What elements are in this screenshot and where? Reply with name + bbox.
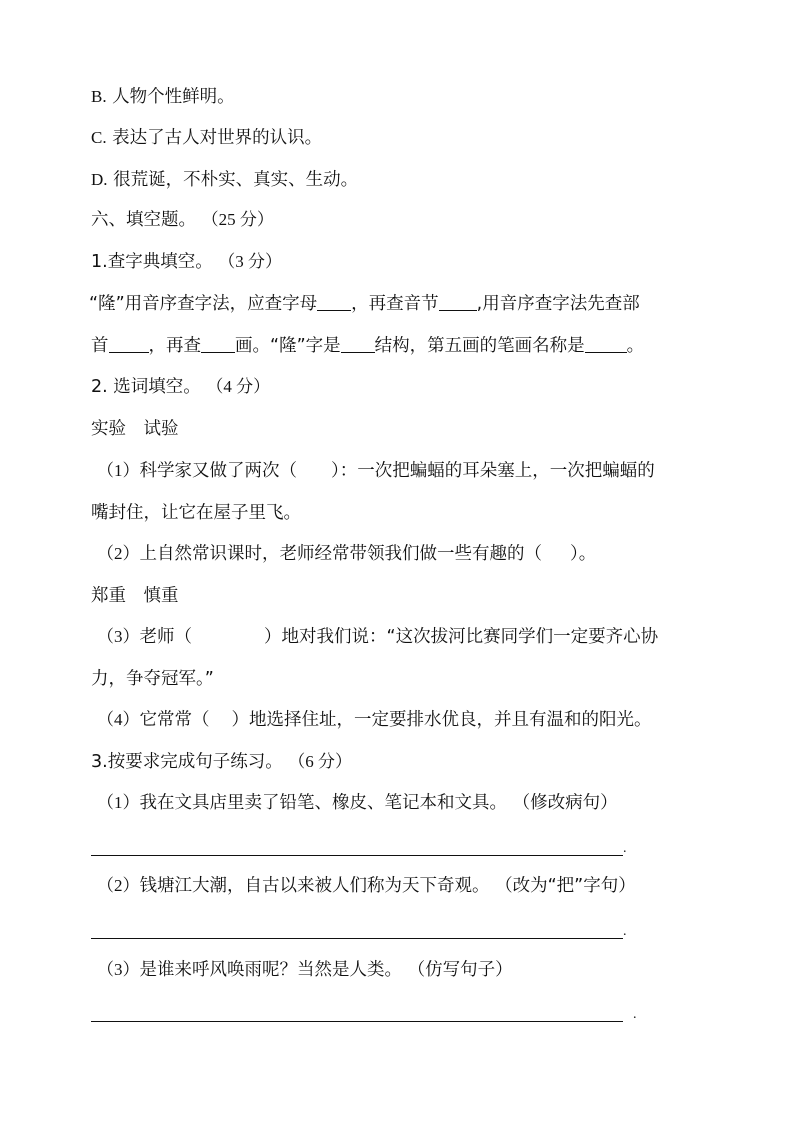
q1-text-8: 。	[626, 336, 645, 356]
q1-title: 1.查字典填空。	[91, 252, 213, 272]
q1-text-5: ，再查	[148, 336, 201, 356]
q2-item-1-before: 科学家又做了两次（	[139, 461, 297, 481]
q2-word-group-1: 实验 试验	[91, 419, 179, 439]
q2-item-3-cont: 力，争夺冠军。”	[91, 669, 214, 689]
q2-item-3-after: ）地对我们说：“这次拔河比赛同学们一定要齐心协	[264, 627, 659, 647]
option-c-prefix: C.	[91, 128, 107, 147]
answer-end-mark-2: .	[623, 924, 627, 939]
answer-end-mark-3: .	[633, 1007, 637, 1022]
q1-score: （3 分）	[218, 252, 283, 271]
q1-heading	[91, 248, 282, 276]
q3-item-1-text: 我在文具店里卖了铅笔、橡皮、笔记本和文具。	[139, 793, 507, 813]
q2-word-group-2: 郑重 慎重	[91, 586, 179, 606]
q2-item-2-after: ）。	[570, 544, 597, 564]
option-b-text: 人物个性鲜明。	[112, 87, 235, 107]
q1-text-4: 首	[91, 336, 109, 356]
q2-title: 2. 选词填空。	[91, 377, 201, 397]
q3-item-3-hint: （仿写句子）	[407, 960, 513, 980]
option-c-text: 表达了古人对世界的认识。	[112, 128, 323, 148]
q3-item-1-num: （1）	[97, 793, 140, 812]
q3-item-3	[97, 956, 513, 984]
answer-end-mark-1: .	[623, 841, 627, 856]
q2-item-2-num: （2）	[97, 544, 140, 563]
q3-item-1-hint: （修改病句）	[512, 793, 618, 813]
q3-item-2-text: 钱塘江大潮，自古以来被人们称为天下奇观。	[139, 876, 490, 896]
q2-item-3-num: （3）	[97, 627, 140, 646]
option-b-prefix: B.	[91, 87, 107, 106]
q1-text-6: 画。“隆”字是	[235, 336, 341, 356]
q1-line2	[91, 332, 644, 360]
q3-title: 3.按要求完成句子练习。	[91, 752, 283, 772]
q3-item-3-text: 是谁来呼风唤雨呢？当然是人类。	[139, 960, 402, 980]
q2-score: （4 分）	[206, 377, 271, 396]
q3-item-3-num: （3）	[97, 960, 140, 979]
q1-line1	[89, 290, 640, 318]
answer-line-3[interactable]	[91, 1021, 623, 1022]
blank-radical[interactable]	[109, 334, 149, 353]
q2-item-1-num: （1）	[97, 461, 140, 480]
section-heading	[91, 206, 274, 234]
option-d	[91, 166, 358, 194]
q2-item-4	[97, 706, 652, 734]
blank-syllable[interactable]	[439, 292, 477, 311]
q1-text-1: “隆”用音序查字法，应查字母	[89, 294, 318, 314]
blank-letter[interactable]	[317, 292, 351, 311]
option-b	[91, 83, 235, 111]
q1-text-3: ,用音序查字法先查部	[476, 294, 640, 314]
q2-item-4-num: （4）	[97, 710, 140, 729]
q3-item-2	[97, 872, 636, 900]
q2-item-2	[97, 540, 596, 568]
answer-line-2[interactable]	[91, 938, 623, 939]
q1-text-7: 结构，第五画的笔画名称是	[374, 336, 585, 356]
q1-text-2: ，再查音节	[351, 294, 439, 314]
q3-item-1	[97, 789, 618, 817]
blank-structure[interactable]	[341, 334, 375, 353]
section-score: （25 分）	[201, 210, 274, 229]
q2-item-1	[97, 457, 655, 485]
option-d-text: 很荒诞，不朴实、真实、生动。	[113, 170, 359, 190]
q2-item-3-before: 老师（	[139, 627, 192, 647]
q2-item-1-cont: 嘴封住，让它在屋子里飞。	[91, 503, 301, 523]
q3-item-2-hint: （改为“把”字句）	[495, 876, 636, 896]
blank-strokes[interactable]	[201, 334, 235, 353]
option-d-prefix: D.	[91, 170, 108, 189]
answer-line-1[interactable]	[91, 855, 623, 856]
q2-item-3	[97, 623, 658, 651]
blank-stroke-name[interactable]	[585, 334, 627, 353]
q2-item-2-before: 上自然常识课时，老师经常带领我们做一些有趣的（	[139, 544, 542, 564]
section-title: 六、填空题。	[91, 210, 196, 230]
q2-heading	[91, 373, 270, 401]
q2-item-1-after: ）：一次把蝙蝠的耳朵塞上，一次把蝙蝠的	[331, 461, 655, 481]
q2-item-4-after: ）地选择住址，一定要排水优良，并且有温和的阳光。	[231, 710, 652, 730]
option-c	[91, 124, 322, 152]
q3-score: （6 分）	[288, 752, 353, 771]
q3-heading	[91, 748, 352, 776]
q2-item-4-before: 它常常（	[139, 710, 210, 730]
q3-item-2-num: （2）	[97, 876, 140, 895]
